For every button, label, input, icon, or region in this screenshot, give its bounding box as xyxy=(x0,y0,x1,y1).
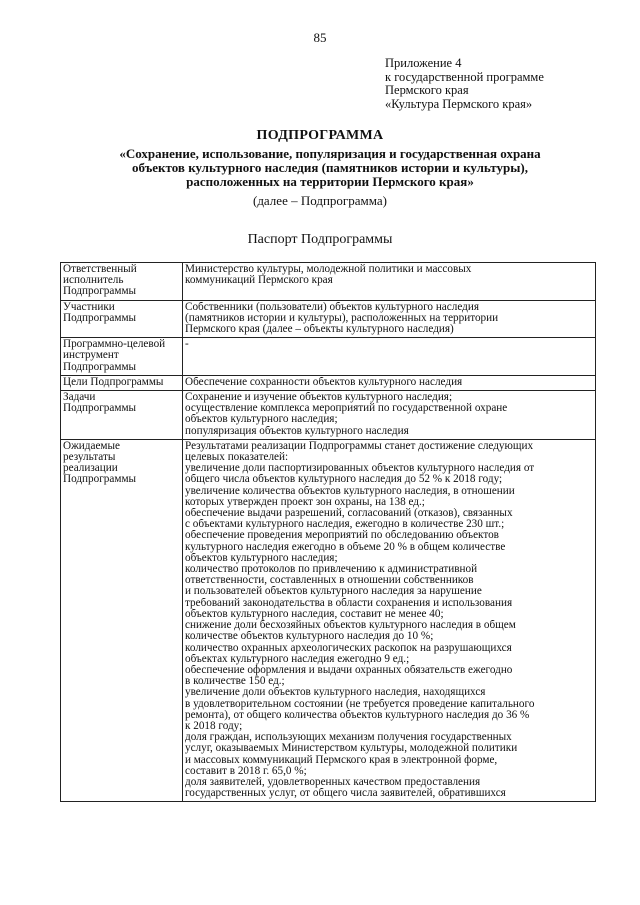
text-line: услуг, оказываемых Министерством культуры, молодежной политики xyxy=(185,743,518,755)
passport-row-label xyxy=(61,375,183,390)
text-line: в количестве 150 ед.; xyxy=(185,676,285,688)
text-line: Сохранение и изучение объектов культурного наследия; xyxy=(185,392,453,404)
page-number: 85 xyxy=(313,30,327,45)
subprogram-title xyxy=(60,147,600,189)
text-line: осуществление комплекса мероприятий по государственной охране xyxy=(185,403,508,415)
text-line: и массовых коммуникаций Пермского края в электронной форме, xyxy=(185,754,498,766)
text-line: культурного наследия ежегодно в объеме 20 % в общем количестве xyxy=(185,541,506,553)
passport-row-label xyxy=(61,439,183,802)
text-line: «Сохранение, использование, популяризация и государственная охрана xyxy=(119,147,541,161)
text-line: Ожидаемые xyxy=(63,440,120,452)
text-line: результаты xyxy=(63,452,116,464)
passport-row xyxy=(61,263,596,301)
text-line: количество охранных археологических раскопок на разрушающихся xyxy=(185,642,512,654)
text-line: которых утвержден проект зон охраны, на 138 ед.; xyxy=(185,496,425,508)
text-line: реализации xyxy=(63,463,118,475)
text-line: объектов культурного наследия; xyxy=(185,552,338,564)
text-line: обеспечение проведения мероприятий по обследованию объектов xyxy=(185,530,499,542)
text-line: количество протоколов по привлечению к административной xyxy=(185,564,478,576)
text-line: доля заявителей, удовлетворенных качеством предоставления xyxy=(185,776,481,788)
text-line: доля граждан, использующих механизм получения государственных xyxy=(185,732,512,744)
text-line: требований законодательства в области сохранения и использования xyxy=(185,597,513,609)
text-line: с объектами культурного наследия, ежегодно в количестве 230 шт.; xyxy=(185,519,505,531)
text-line: расположенных на территории Пермского края» xyxy=(186,175,474,189)
text-line: объектов культурного наследия (памятников истории и культуры), xyxy=(132,161,528,175)
passport-row xyxy=(61,375,596,390)
text-line: Министерство культуры, молодежной политики и массовых xyxy=(185,264,472,275)
text-line: снижение доли бесхозяйных объектов культурного наследия в общем xyxy=(185,620,516,632)
text-line: объектах культурного наследия ежегодно 9 ед.; xyxy=(185,653,410,665)
passport-table xyxy=(60,262,596,802)
text-line: Программно-целевой xyxy=(63,339,166,351)
passport-row-value xyxy=(183,300,596,338)
text-line: Подпрограммы xyxy=(63,361,137,373)
passport-row-label xyxy=(61,263,183,301)
text-line: инструмент xyxy=(63,350,119,362)
passport-row-label xyxy=(61,391,183,440)
text-line: Подпрограммы xyxy=(63,286,137,298)
text-line: увеличение количества объектов культурного наследия, в отношении xyxy=(185,485,515,497)
passport-row-value xyxy=(183,338,596,376)
text-line: исполнитель xyxy=(63,275,124,287)
text-line: «Культура Пермского края» xyxy=(385,97,533,111)
text-line: - xyxy=(185,339,189,351)
text-line: составит в 2018 г. 65,0 %; xyxy=(185,765,307,777)
passport-row xyxy=(61,338,596,376)
passport-row xyxy=(61,300,596,338)
text-line: Приложение 4 xyxy=(385,57,462,70)
text-line: количестве объектов культурного наследия до 10 %; xyxy=(185,631,434,643)
passport-row-label xyxy=(61,338,183,376)
text-line: ответственности, составленных в отношении собственников xyxy=(185,575,474,587)
passport-row-value xyxy=(183,391,596,440)
text-line: целевых показателей: xyxy=(185,452,289,464)
text-line: Подпрограммы xyxy=(63,474,137,486)
text-line: Результатами реализации Подпрограммы станет достижение следующих xyxy=(185,440,534,452)
subprogram-heading: ПОДПРОГРАММА xyxy=(256,128,384,143)
text-line: (памятников истории и культуры), расположенных на территории xyxy=(185,312,499,324)
text-line: обеспечение оформления и выдачи охранных обязательств ежегодно xyxy=(185,664,513,676)
passport-row-value xyxy=(183,439,596,802)
text-line: Задачи xyxy=(63,392,96,404)
passport-row-value xyxy=(183,263,596,301)
text-line: объектов культурного наследия, составит не менее 40; xyxy=(185,608,444,620)
passport-row-label xyxy=(61,300,183,338)
text-line: популяризация объектов культурного наследия xyxy=(185,425,409,437)
text-line: к 2018 году; xyxy=(185,720,243,732)
text-line: в удовлетворительном состоянии (не требуется проведение капитального xyxy=(185,698,535,710)
text-line: увеличение доли паспортизированных объектов культурного наследия от xyxy=(185,463,535,475)
text-line: Подпрограммы xyxy=(63,312,137,324)
text-line: ремонта), от общего количества объектов культурного наследия до 36 % xyxy=(185,709,530,721)
annex-block xyxy=(385,57,544,111)
text-line: государственных услуг, от общего числа заявителей, обратившихся xyxy=(185,788,506,800)
text-line: Собственники (пользователи) объектов культурного наследия xyxy=(185,301,479,313)
text-line: коммуникаций Пермского края xyxy=(185,275,333,287)
text-line: Цели Подпрограммы xyxy=(63,376,164,388)
text-line: к государственной программе xyxy=(385,70,544,84)
text-line: Обеспечение сохранности объектов культурного наследия xyxy=(185,376,463,388)
text-line: Подпрограммы xyxy=(63,403,137,415)
text-line: Пермского края xyxy=(385,84,469,97)
subprogram-note: (далее – Подпрограмма) xyxy=(252,193,387,208)
text-line: Пермского края (далее – объекты культурного наследия) xyxy=(185,324,454,336)
text-line: общего числа объектов культурного наследия до 52 % к 2018 году; xyxy=(185,474,503,486)
text-line: обеспечение выдачи разрешений, согласований (отказов), связанных xyxy=(185,508,513,520)
text-line: увеличение доли объектов культурного наследия, находящихся xyxy=(185,687,486,699)
passport-row xyxy=(61,391,596,440)
text-line: и пользователей объектов культурного наследия за нарушение xyxy=(185,586,482,598)
passport-row xyxy=(61,439,596,802)
passport-row-value xyxy=(183,375,596,390)
text-line: Участники xyxy=(63,301,115,313)
text-line: Ответственный xyxy=(63,264,137,275)
text-line: объектов культурного наследия; xyxy=(185,414,338,426)
passport-title: Паспорт Подпрограммы xyxy=(247,232,393,247)
